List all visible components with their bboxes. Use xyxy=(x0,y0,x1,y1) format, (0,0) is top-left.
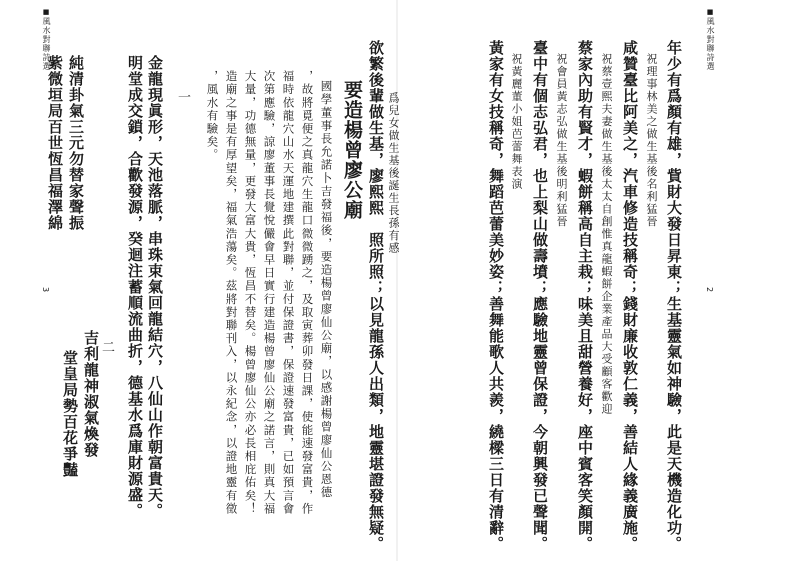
couplet-line: 紫微垣局百世恆昌福澤綿 xyxy=(46,55,64,231)
right-page xyxy=(400,0,793,561)
right-page-running-header: ■風水對聯詩選 xyxy=(706,8,715,71)
section-title: 要造楊曾廖公廟 xyxy=(341,80,363,220)
poem-caption: 祝黃麗董小姐芭蕾舞表演 xyxy=(510,53,523,191)
body-paragraph-line: 次第應驗，諒廖董事長覺悅儼會早日實行建造楊曾廖仙公廟之諾言，則真大福 xyxy=(262,70,277,516)
right-page-header-text: 風水對聯詩選 xyxy=(706,17,715,71)
body-paragraph-line: ，風水有驗矣。 xyxy=(205,70,220,162)
poem-caption: 祝會員黃志弘做生基後明利猛晉 xyxy=(555,53,568,228)
couplet-number: 一 xyxy=(175,90,190,105)
couplet-line: 堂皇局勢百花爭豔 xyxy=(61,350,79,478)
body-paragraph-line: ，故將覓便之真龍穴生龍口微微踴之，及取寅葬卯發日課，使能速發富貴，作 xyxy=(300,70,315,516)
poem-line: 咸贊臺比阿美之，汽車修造技稱奇；錢財廉收敦仁義，善結人緣義廣施。 xyxy=(621,40,639,552)
poem-line: 臺中有個志弘君，也上梨山做壽墳；應驗地靈曾保證，今朝興發已聲聞。 xyxy=(531,40,549,552)
poem-caption: 祝蔡壹熙夫妻做生基後太太自創惟真龍蝦餅企業產品大受顧客歡迎 xyxy=(600,53,613,416)
couplet-line: 吉利龍神淑氣煥發 xyxy=(82,330,100,458)
couplet-line: 純清卦氣三元勿替家聲振 xyxy=(67,55,85,231)
poem-caption: 爲兒女做生基後誕生長孫有感 xyxy=(387,92,400,255)
right-page-number: 2 xyxy=(705,287,714,294)
poem-line: 年少有爲顏有雄，貲財大發日昇東；生基靈氣如神驗，此是天機造化功。 xyxy=(665,40,683,552)
poem-line: 欲繁後輩做生基，廖熙熙 照所照；以見龍孫人出類，地靈堪證發無疑。 xyxy=(367,40,385,552)
poem-caption: 祝理事林美之做生基後名利猛晉 xyxy=(645,53,658,228)
left-page-header-text: 風水對聯詩選 xyxy=(42,17,51,71)
body-paragraph-line: 造廟之事是有厚望矣，福氣浩蕩矣。茲將對聯刊入，以永紀念，以證地靈有徵 xyxy=(224,70,239,516)
body-paragraph-line: 大量，功德無量，更發大富大貴，恆昌不替矣。楊曾廖仙公亦必長相庇佑矣！ xyxy=(243,70,258,516)
poem-line: 蔡家內助有賢才，蝦餅稱高自主栽；味美且甜營養好，座中賓客笑顏開。 xyxy=(576,40,594,552)
poem-line: 黃家有女技稱奇，舞蹈芭蕾美妙姿；善舞能歌人共羨，繞樑三日有清辭。 xyxy=(487,40,505,552)
couplet-line: 金龍現眞形，天池落脈，串珠束氣回龍結穴，八仙山作朝富貴天。 xyxy=(146,55,164,519)
left-page-running-header: ■風水對聯詩選 xyxy=(42,8,51,71)
couplet-number: 二 xyxy=(99,340,114,355)
body-paragraph-line: 福時依龍穴山水天運地建撰此對聯，並付保證書，保證速發富貴，已如預言會 xyxy=(281,70,296,516)
couplet-line: 明堂成交鎖，合歡發源，癸迴注蓄順流曲折，德基水爲庫財源盛。 xyxy=(126,55,144,519)
left-page-number: 3 xyxy=(41,287,50,294)
body-paragraph-line: 國學董事長允諾卜吉發福後，要造楊曾廖仙公廟，以感謝楊曾廖仙公恩德 xyxy=(319,80,334,500)
